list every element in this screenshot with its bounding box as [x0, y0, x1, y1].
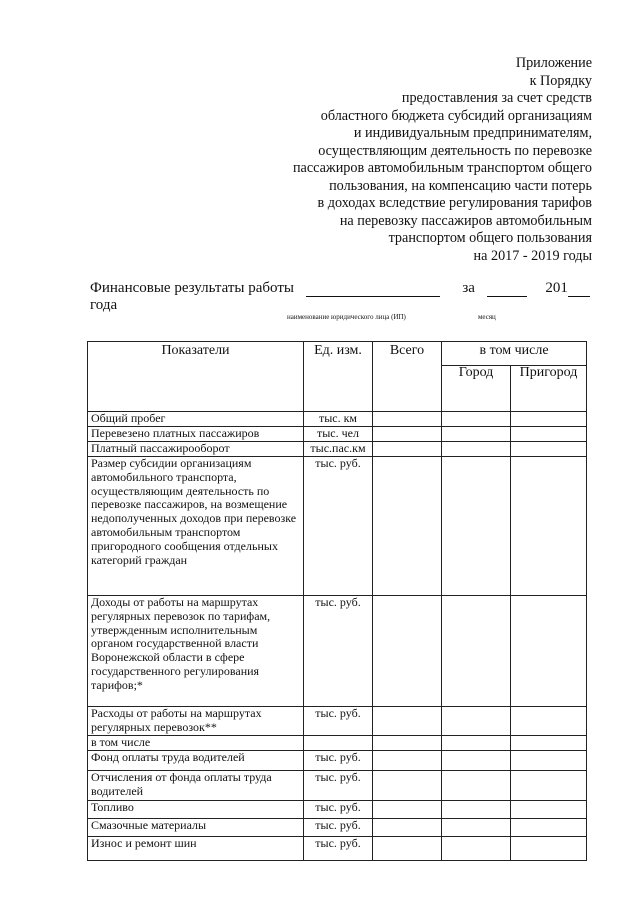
total-cell[interactable] [373, 736, 442, 751]
appendix-line: Приложение [515, 55, 592, 71]
row-unit: тыс. руб. [304, 837, 373, 861]
suburb-cell[interactable] [511, 596, 587, 707]
suburb-cell[interactable] [511, 837, 587, 861]
total-cell[interactable] [373, 457, 442, 596]
row-label: Платный пассажирооборот [88, 442, 304, 457]
city-cell[interactable] [442, 457, 511, 596]
row-unit: тыс. руб. [304, 771, 373, 801]
appendix-line: к Порядку [529, 72, 592, 89]
table-row [88, 736, 587, 751]
row-label: Общий пробег [88, 412, 304, 427]
suburb-cell[interactable] [511, 707, 587, 736]
row-unit: тыс. руб. [304, 819, 373, 837]
total-cell[interactable] [373, 771, 442, 801]
table-row [88, 457, 587, 596]
header-including: в том числе [442, 342, 587, 366]
total-cell[interactable] [373, 837, 442, 861]
row-unit [304, 736, 373, 751]
row-label: Доходы от работы на маршрутах регулярных перевозок по тарифам, утвержденным исполнительным органом государственной власти Воронежской области в сфере государственного регулирования тарифов;* [88, 596, 304, 707]
year-blank[interactable] [568, 282, 590, 297]
row-unit: тыс. руб. [304, 707, 373, 736]
appendix-line: пассажиров автомобильным транспортом общего [292, 160, 592, 176]
total-cell[interactable] [373, 751, 442, 771]
suburb-cell[interactable] [511, 751, 587, 771]
table-row [88, 412, 587, 427]
city-cell[interactable] [442, 427, 511, 442]
title-prefix: Финансовые результаты работы [90, 280, 294, 296]
table-row [88, 442, 587, 457]
title-za: за [462, 280, 475, 296]
appendix-line: областного бюджета субсидий организациям [320, 107, 592, 124]
header-city: Город [442, 366, 511, 412]
header-indicators: Показатели [88, 342, 304, 412]
table-row [88, 819, 587, 837]
table-row [88, 427, 587, 442]
table-row [88, 771, 587, 801]
total-cell[interactable] [373, 442, 442, 457]
row-label: Перевезено платных пассажиров [88, 427, 304, 442]
month-blank[interactable] [487, 282, 527, 297]
row-unit: тыс.пас.км [304, 442, 373, 457]
row-label: Смазочные материалы [88, 819, 304, 837]
appendix-line: на перевозку пассажиров автомобильным [339, 212, 592, 229]
table-row [88, 751, 587, 771]
total-cell[interactable] [373, 427, 442, 442]
suburb-cell[interactable] [511, 457, 587, 596]
city-cell[interactable] [442, 707, 511, 736]
appendix-line: пользования, на компенсацию части потерь [329, 177, 592, 194]
row-unit: тыс. руб. [304, 751, 373, 771]
total-cell[interactable] [373, 707, 442, 736]
appendix-line: транспортом общего пользования [388, 230, 592, 246]
suburb-cell[interactable] [511, 771, 587, 801]
table-row [88, 707, 587, 736]
row-unit: тыс. км [304, 412, 373, 427]
appendix-line: осуществляющим деятельность по перевозке [318, 142, 592, 159]
document-title [90, 280, 590, 314]
row-unit: тыс. руб. [304, 596, 373, 707]
appendix-line: на 2017 - 2019 годы [473, 247, 592, 264]
table-row [88, 596, 587, 707]
suburb-cell[interactable] [511, 412, 587, 427]
suburb-cell[interactable] [511, 736, 587, 751]
row-unit: тыс. руб. [304, 457, 373, 596]
city-cell[interactable] [442, 837, 511, 861]
title-year-prefix: 201 [545, 280, 568, 296]
city-cell[interactable] [442, 442, 511, 457]
suburb-cell[interactable] [511, 442, 587, 457]
row-label: Топливо [88, 801, 304, 819]
appendix-line: в доходах вследствие регулирования тарифов [317, 195, 592, 211]
appendix-line: предоставления за счет средств [401, 90, 592, 106]
row-unit: тыс. чел [304, 427, 373, 442]
appendix-line: и индивидуальным предпринимателям, [353, 125, 592, 141]
row-label: Отчисления от фонда оплаты труда водителей [88, 771, 304, 801]
row-label: в том числе [88, 736, 304, 751]
row-label: Размер субсидии организациям автомобильного транспорта, осуществляющим деятельность по перевозке пассажиров, на возмещение недополученных доходов при перевозке автомобильным транспортом пригородного сообщения отдельных категорий граждан [88, 457, 304, 596]
entity-caption: наименование юридического лица (ИП) [287, 313, 406, 321]
row-label: Износ и ремонт шин [88, 837, 304, 861]
city-cell[interactable] [442, 801, 511, 819]
row-label: Фонд оплаты труда водителей [88, 751, 304, 771]
appendix-header [172, 55, 592, 265]
total-cell[interactable] [373, 819, 442, 837]
month-caption: месяц [478, 313, 496, 321]
total-cell[interactable] [373, 801, 442, 819]
financial-results-table [87, 341, 587, 861]
table-row [88, 801, 587, 819]
header-suburb: Пригород [511, 366, 587, 412]
row-unit: тыс. руб. [304, 801, 373, 819]
city-cell[interactable] [442, 736, 511, 751]
suburb-cell[interactable] [511, 427, 587, 442]
title-second-line: года [90, 297, 118, 313]
total-cell[interactable] [373, 412, 442, 427]
header-unit: Ед. изм. [304, 342, 373, 412]
city-cell[interactable] [442, 412, 511, 427]
city-cell[interactable] [442, 771, 511, 801]
total-cell[interactable] [373, 596, 442, 707]
city-cell[interactable] [442, 819, 511, 837]
header-total: Всего [373, 342, 442, 412]
suburb-cell[interactable] [511, 819, 587, 837]
city-cell[interactable] [442, 596, 511, 707]
row-label: Расходы от работы на маршрутах регулярных перевозок** [88, 707, 304, 736]
table-row [88, 837, 587, 861]
entity-name-blank[interactable] [306, 282, 440, 297]
city-cell[interactable] [442, 751, 511, 771]
suburb-cell[interactable] [511, 801, 587, 819]
